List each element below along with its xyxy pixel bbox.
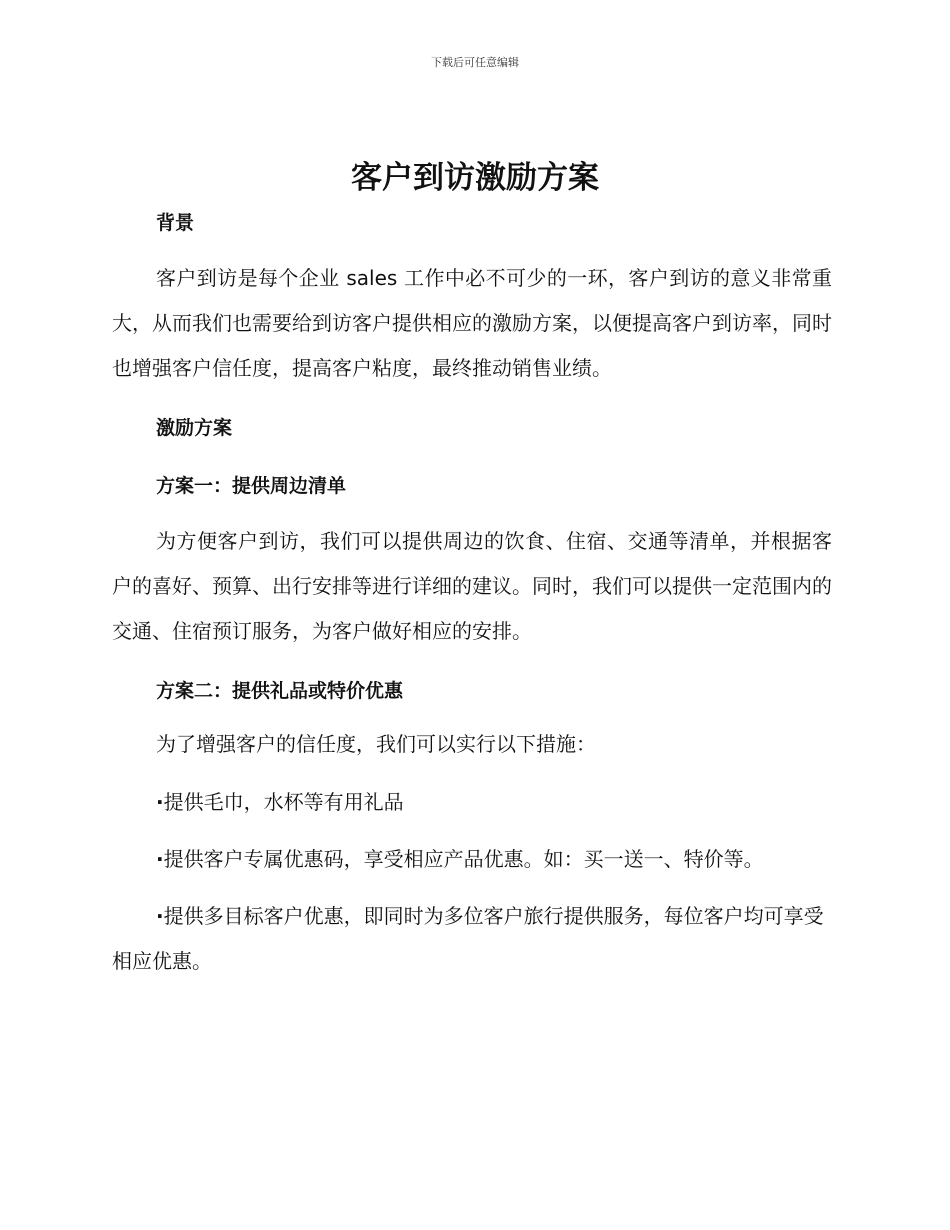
incentive-heading: 激励方案	[156, 417, 233, 439]
header-note: 下载后可任意编辑	[431, 56, 519, 69]
background-paragraph: 客户到访是每个企业 sales 工作中必不可少的一环，客户到访的意义非常重大，从而我们也需要给到访客户提供相应的激励方案，以便提高客户到访率，同时也增强客户信任度，提高客户粘度，最终推动销售业绩。	[112, 266, 832, 380]
plan1-heading: 方案一：提供周边清单	[156, 475, 347, 497]
plan1-paragraph: 为方便客户到访，我们可以提供周边的饮食、住宿、交通等清单，并根据客户的喜好、预算、出行安排等进行详细的建议。同时，我们可以提供一定范围内的交通、住宿预订服务，为客户做好相应的安排。	[112, 529, 832, 643]
bullet-marker: ·	[156, 790, 164, 814]
bullet-marker: ·	[156, 904, 164, 928]
bullet-marker: ·	[156, 847, 164, 871]
plan2-heading: 方案二：提供礼品或特价优惠	[156, 680, 404, 702]
document-title: 客户到访激励方案	[351, 160, 599, 196]
plan2-intro: 为了增强客户的信任度，我们可以实行以下措施：	[156, 732, 596, 756]
bullet-text: 提供多目标客户优惠，即同时为多位客户旅行提供服务，每位客户均可享受相应优惠。	[112, 904, 824, 973]
bullet-item	[112, 837, 832, 882]
background-heading: 背景	[156, 212, 195, 234]
bullet-text: 提供客户专属优惠码，享受相应产品优惠。如：买一送一、特价等。	[163, 847, 764, 871]
bullet-item	[112, 780, 832, 825]
bullet-text: 提供毛巾，水杯等有用礼品	[163, 790, 404, 814]
bullet-item	[112, 894, 832, 984]
